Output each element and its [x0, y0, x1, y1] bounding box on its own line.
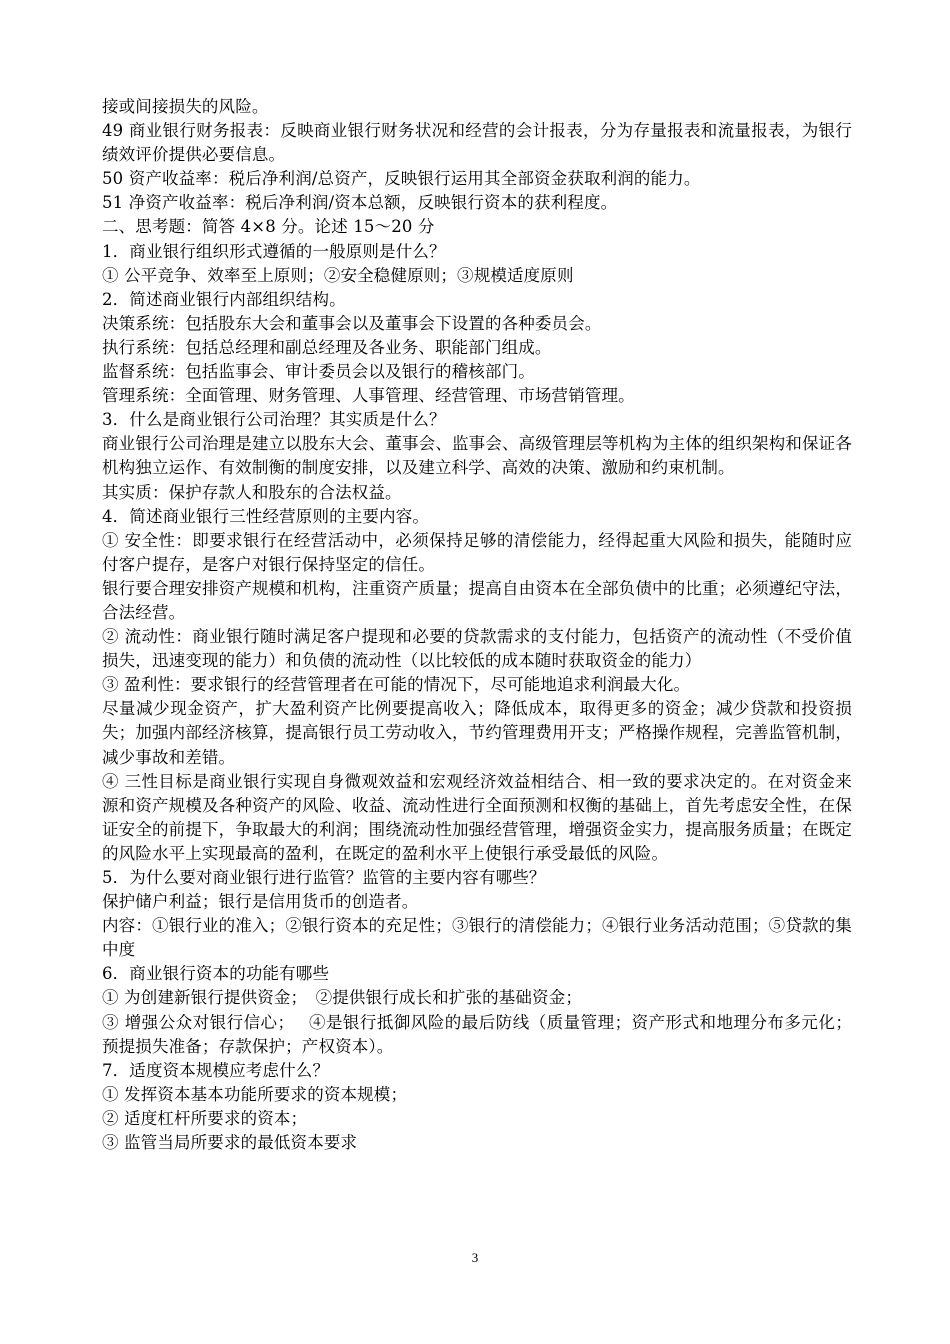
answer-text: ① 发挥资本基本功能所要求的资本规模； — [102, 1084, 408, 1104]
answer-text: 尽量减少现金资产，扩大盈利资产比例要提高收入；降低成本，取得更多的资金；减少贷款和投资损失；加强内部经济核算，提高银行员工劳动收入，节约管理费用开支；严格操作规程，完善监管机制，减少事故和差错。 — [102, 699, 852, 767]
answer-text: 其实质：保护存款人和股东的合法权益。 — [102, 482, 402, 502]
answer-text: ② 流动性：商业银行随时满足客户提现和必要的贷款需求的支付能力，包括资产的流动性（不受价值损失，迅速变现的能力）和负债的流动性（以比较低的成本随时获取资金的能力） — [102, 627, 852, 671]
question-3: 3．什么是商业银行公司治理？其实质是什么？ — [102, 410, 446, 430]
answer-text: ① 为创建新银行提供资金； ②提供银行成长和扩张的基础资金； — [102, 988, 582, 1008]
answer-text: 商业银行公司治理是建立以股东大会、董事会、监事会、高级管理层等机构为主体的组织架构和保证各机构独立运作、有效制衡的制度安排，以及建立科学、高效的决策、激励和约束机制。 — [102, 434, 852, 478]
answer-text: 保护储户利益；银行是信用货币的创造者。 — [102, 892, 419, 912]
answer-text: 执行系统：包括总经理和副总经理及各业务、职能部门组成。 — [102, 337, 552, 357]
answer-text: ④ 三性目标是商业银行实现自身微观效益和宏观经济效益相结合、相一致的要求决定的。在对资金来源和资产规模及各种资产的风险、收益、流动性进行全面预测和权衡的基础上，首先考虑安全性，在保证安全的前提下，争取最大的利润；围绕流动性加强经营管理，增强资金实力，提高服务质量；在既定的风险水平上实现最高的盈利，在既定的盈利水平上使银行承受最低的风险。 — [102, 771, 852, 863]
answer-text: 决策系统：包括股东大会和董事会以及董事会下设置的各种委员会。 — [102, 313, 602, 333]
answer-text: 管理系统：全面管理、财务管理、人事管理、经营管理、市场营销管理。 — [102, 386, 635, 406]
answer-text: ① 安全性：即要求银行在经营活动中，必须保持足够的清偿能力，经得起重大风险和损失，能随时应付客户提存，是客户对银行保持坚定的信任。 — [102, 530, 852, 574]
question-7: 7．适度资本规模应考虑什么？ — [102, 1060, 330, 1080]
answer-text: ③ 盈利性：要求银行的经营管理者在可能的情况下，尽可能地追求利润最大化。 — [102, 675, 691, 695]
question-1: 1．商业银行组织形式遵循的一般原则是什么？ — [102, 241, 446, 261]
page-number: 3 — [471, 1250, 479, 1265]
answer-text: 银行要合理安排资产规模和机构，注重资产质量；提高自由资本在全部负债中的比重；必须遵纪守法，合法经营。 — [102, 578, 852, 622]
question-4: 4．简述商业银行三性经营原则的主要内容。 — [102, 506, 429, 526]
answer-text: 监督系统：包括监事会、审计委员会以及银行的稽核部门。 — [102, 362, 535, 382]
term-definition-49: 49 商业银行财务报表：反映商业银行财务状况和经营的会计报表，分为存量报表和流量报表，为银行绩效评价提供必要信息。 — [102, 121, 852, 165]
answer-text: ② 适度杠杆所要求的资本； — [102, 1108, 308, 1128]
page-body — [102, 95, 852, 1155]
question-5: 5．为什么要对商业银行进行监管？监管的主要内容有哪些？ — [102, 868, 546, 887]
answer-text: ③ 增强公众对银行信心； ④是银行抵御风险的最后防线（质量管理；资产形式和地理分布多元化；预提损失准备；存款保护；产权资本）。 — [102, 1012, 852, 1056]
answer-text: ① 公平竞争、效率至上原则；②安全稳健原则；③规模适度原则 — [102, 265, 574, 285]
answer-text: ③ 监管当局所要求的最低资本要求 — [102, 1133, 358, 1153]
question-2: 2．简述商业银行内部组织结构。 — [102, 289, 346, 309]
question-6: 6．商业银行资本的功能有哪些 — [102, 964, 330, 984]
answer-text: 内容：①银行业的准入；②银行资本的充足性；③银行的清偿能力；④银行业务活动范围；⑤贷款的集中度 — [102, 916, 852, 960]
term-definition-50: 50 资产收益率：税后净利润/总资产，反映银行运用其全部资金获取利润的能力。 — [102, 169, 701, 189]
term-definition-51: 51 净资产收益率：税后净利润/资本总额，反映银行资本的获利程度。 — [102, 193, 618, 213]
text-line: 接或间接损失的风险。 — [102, 97, 269, 116]
section-heading: 二、思考题：简答 4×8 分。论述 15～20 分 — [102, 217, 435, 237]
